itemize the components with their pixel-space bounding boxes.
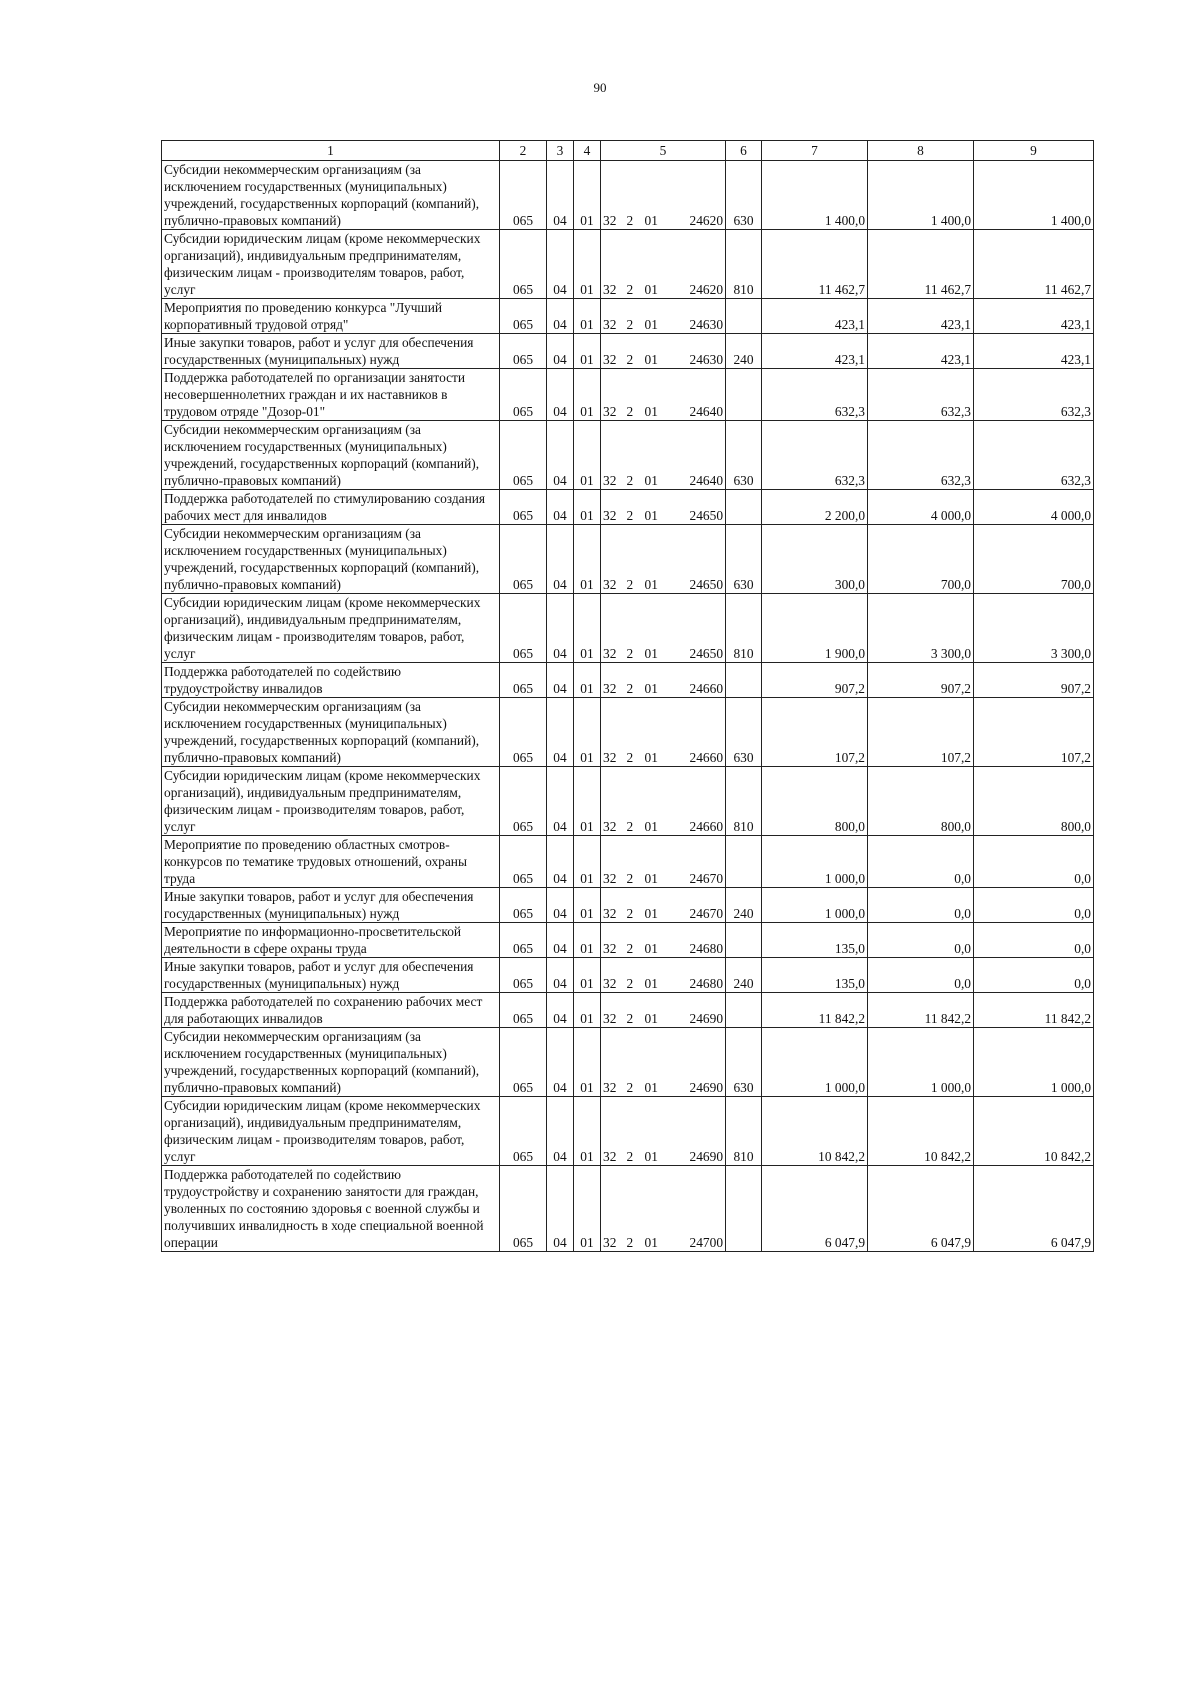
- amount-year1-cell: 135,0: [762, 958, 868, 993]
- subsection-code-cell: 01: [574, 767, 601, 836]
- table-row: [162, 594, 1094, 663]
- direction-code-cell: 24630: [669, 334, 726, 369]
- amount-year3-cell: 1 000,0: [974, 1028, 1094, 1097]
- amount-year3-cell: 800,0: [974, 767, 1094, 836]
- expense-type-cell: 240: [726, 958, 762, 993]
- admin-code-cell: 065: [500, 888, 547, 923]
- amount-year1-cell: 6 047,9: [762, 1166, 868, 1252]
- event-code-cell: 01: [643, 1166, 669, 1252]
- table-row: [162, 230, 1094, 299]
- expense-type-cell: [726, 299, 762, 334]
- admin-code-cell: 065: [500, 1097, 547, 1166]
- amount-year3-cell: 423,1: [974, 299, 1094, 334]
- direction-code-cell: 24690: [669, 1097, 726, 1166]
- direction-code-cell: 24680: [669, 923, 726, 958]
- subprogram-code-cell: 2: [625, 698, 643, 767]
- direction-code-cell: 24630: [669, 299, 726, 334]
- subprogram-code-cell: 2: [625, 1166, 643, 1252]
- admin-code-cell: 065: [500, 993, 547, 1028]
- program-code-cell: 32: [601, 490, 625, 525]
- amount-year1-cell: 1 400,0: [762, 161, 868, 230]
- expense-type-cell: 810: [726, 767, 762, 836]
- amount-year3-cell: 0,0: [974, 836, 1094, 888]
- header-col-5: 5: [601, 141, 726, 161]
- section-code-cell: 04: [547, 299, 574, 334]
- subprogram-code-cell: 2: [625, 299, 643, 334]
- section-code-cell: 04: [547, 161, 574, 230]
- row-name-cell: Мероприятия по проведению конкурса "Лучший корпоративный трудовой отряд": [162, 299, 500, 334]
- section-code-cell: 04: [547, 698, 574, 767]
- direction-code-cell: 24660: [669, 698, 726, 767]
- subsection-code-cell: 01: [574, 525, 601, 594]
- admin-code-cell: 065: [500, 334, 547, 369]
- amount-year1-cell: 1 000,0: [762, 1028, 868, 1097]
- program-code-cell: 32: [601, 698, 625, 767]
- direction-code-cell: 24620: [669, 161, 726, 230]
- table-row: [162, 1097, 1094, 1166]
- amount-year3-cell: 6 047,9: [974, 1166, 1094, 1252]
- amount-year3-cell: 11 842,2: [974, 993, 1094, 1028]
- program-code-cell: 32: [601, 993, 625, 1028]
- table-row: [162, 334, 1094, 369]
- subprogram-code-cell: 2: [625, 230, 643, 299]
- amount-year1-cell: 1 000,0: [762, 836, 868, 888]
- amount-year2-cell: 423,1: [868, 299, 974, 334]
- section-code-cell: 04: [547, 993, 574, 1028]
- amount-year1-cell: 800,0: [762, 767, 868, 836]
- program-code-cell: 32: [601, 923, 625, 958]
- section-code-cell: 04: [547, 663, 574, 698]
- row-name-cell: Субсидии некоммерческим организациям (за исключением государственных (муниципальных) учреждений, государственных корпораций (компаний), публично-правовых компаний): [162, 1028, 500, 1097]
- amount-year2-cell: 0,0: [868, 923, 974, 958]
- amount-year2-cell: 0,0: [868, 836, 974, 888]
- table-row: [162, 663, 1094, 698]
- header-col-9: 9: [974, 141, 1094, 161]
- subprogram-code-cell: 2: [625, 923, 643, 958]
- subprogram-code-cell: 2: [625, 490, 643, 525]
- expense-type-cell: [726, 663, 762, 698]
- amount-year3-cell: 3 300,0: [974, 594, 1094, 663]
- admin-code-cell: 065: [500, 594, 547, 663]
- amount-year3-cell: 0,0: [974, 923, 1094, 958]
- event-code-cell: 01: [643, 299, 669, 334]
- event-code-cell: 01: [643, 525, 669, 594]
- header-row: [162, 141, 1094, 161]
- event-code-cell: 01: [643, 334, 669, 369]
- section-code-cell: 04: [547, 923, 574, 958]
- amount-year2-cell: 800,0: [868, 767, 974, 836]
- program-code-cell: 32: [601, 1028, 625, 1097]
- subsection-code-cell: 01: [574, 888, 601, 923]
- row-name-cell: Поддержка работодателей по стимулированию создания рабочих мест для инвалидов: [162, 490, 500, 525]
- admin-code-cell: 065: [500, 767, 547, 836]
- event-code-cell: 01: [643, 369, 669, 421]
- amount-year2-cell: 11 842,2: [868, 993, 974, 1028]
- amount-year3-cell: 632,3: [974, 421, 1094, 490]
- admin-code-cell: 065: [500, 161, 547, 230]
- table-row: [162, 958, 1094, 993]
- event-code-cell: 01: [643, 230, 669, 299]
- program-code-cell: 32: [601, 421, 625, 490]
- amount-year3-cell: 11 462,7: [974, 230, 1094, 299]
- amount-year2-cell: 10 842,2: [868, 1097, 974, 1166]
- amount-year1-cell: 300,0: [762, 525, 868, 594]
- amount-year3-cell: 10 842,2: [974, 1097, 1094, 1166]
- budget-table: [161, 140, 1094, 1252]
- subsection-code-cell: 01: [574, 594, 601, 663]
- subsection-code-cell: 01: [574, 958, 601, 993]
- amount-year1-cell: 10 842,2: [762, 1097, 868, 1166]
- subsection-code-cell: 01: [574, 230, 601, 299]
- direction-code-cell: 24660: [669, 767, 726, 836]
- direction-code-cell: 24640: [669, 421, 726, 490]
- row-name-cell: Субсидии некоммерческим организациям (за исключением государственных (муниципальных) учреждений, государственных корпораций (компаний), публично-правовых компаний): [162, 525, 500, 594]
- subsection-code-cell: 01: [574, 993, 601, 1028]
- table-row: [162, 161, 1094, 230]
- admin-code-cell: 065: [500, 1028, 547, 1097]
- row-name-cell: Субсидии некоммерческим организациям (за исключением государственных (муниципальных) учреждений, государственных корпораций (компаний), публично-правовых компаний): [162, 421, 500, 490]
- direction-code-cell: 24640: [669, 369, 726, 421]
- expense-type-cell: 810: [726, 1097, 762, 1166]
- expense-type-cell: 810: [726, 594, 762, 663]
- event-code-cell: 01: [643, 888, 669, 923]
- subprogram-code-cell: 2: [625, 421, 643, 490]
- row-name-cell: Субсидии юридическим лицам (кроме некоммерческих организаций), индивидуальным предпринимателям, физическим лицам - производителям товаров, работ, услуг: [162, 767, 500, 836]
- event-code-cell: 01: [643, 1097, 669, 1166]
- amount-year1-cell: 423,1: [762, 334, 868, 369]
- expense-type-cell: 630: [726, 525, 762, 594]
- expense-type-cell: 630: [726, 161, 762, 230]
- amount-year2-cell: 423,1: [868, 334, 974, 369]
- admin-code-cell: 065: [500, 698, 547, 767]
- expense-type-cell: [726, 1166, 762, 1252]
- program-code-cell: 32: [601, 1097, 625, 1166]
- event-code-cell: 01: [643, 923, 669, 958]
- subsection-code-cell: 01: [574, 663, 601, 698]
- admin-code-cell: 065: [500, 421, 547, 490]
- direction-code-cell: 24650: [669, 490, 726, 525]
- expense-type-cell: [726, 923, 762, 958]
- subprogram-code-cell: 2: [625, 958, 643, 993]
- event-code-cell: 01: [643, 421, 669, 490]
- event-code-cell: 01: [643, 161, 669, 230]
- table-row: [162, 767, 1094, 836]
- expense-type-cell: 240: [726, 888, 762, 923]
- section-code-cell: 04: [547, 1166, 574, 1252]
- amount-year3-cell: 907,2: [974, 663, 1094, 698]
- subsection-code-cell: 01: [574, 836, 601, 888]
- subprogram-code-cell: 2: [625, 993, 643, 1028]
- subsection-code-cell: 01: [574, 299, 601, 334]
- section-code-cell: 04: [547, 369, 574, 421]
- event-code-cell: 01: [643, 490, 669, 525]
- subsection-code-cell: 01: [574, 334, 601, 369]
- table-row: [162, 888, 1094, 923]
- subprogram-code-cell: 2: [625, 369, 643, 421]
- table-row: [162, 490, 1094, 525]
- header-col-1: 1: [162, 141, 500, 161]
- subprogram-code-cell: 2: [625, 888, 643, 923]
- amount-year2-cell: 1 400,0: [868, 161, 974, 230]
- row-name-cell: Иные закупки товаров, работ и услуг для обеспечения государственных (муниципальных) нужд: [162, 888, 500, 923]
- admin-code-cell: 065: [500, 1166, 547, 1252]
- subprogram-code-cell: 2: [625, 663, 643, 698]
- event-code-cell: 01: [643, 836, 669, 888]
- admin-code-cell: 065: [500, 663, 547, 698]
- row-name-cell: Поддержка работодателей по организации занятости несовершеннолетних граждан и их наставников в трудовом отряде "Дозор-01": [162, 369, 500, 421]
- admin-code-cell: 065: [500, 490, 547, 525]
- program-code-cell: 32: [601, 836, 625, 888]
- amount-year3-cell: 107,2: [974, 698, 1094, 767]
- row-name-cell: Поддержка работодателей по содействию трудоустройству инвалидов: [162, 663, 500, 698]
- direction-code-cell: 24650: [669, 594, 726, 663]
- expense-type-cell: 630: [726, 421, 762, 490]
- amount-year3-cell: 1 400,0: [974, 161, 1094, 230]
- program-code-cell: 32: [601, 663, 625, 698]
- event-code-cell: 01: [643, 698, 669, 767]
- amount-year2-cell: 907,2: [868, 663, 974, 698]
- expense-type-cell: 630: [726, 698, 762, 767]
- amount-year1-cell: 11 842,2: [762, 993, 868, 1028]
- event-code-cell: 01: [643, 993, 669, 1028]
- table-row: [162, 421, 1094, 490]
- row-name-cell: Субсидии некоммерческим организациям (за исключением государственных (муниципальных) учреждений, государственных корпораций (компаний), публично-правовых компаний): [162, 698, 500, 767]
- amount-year2-cell: 3 300,0: [868, 594, 974, 663]
- subsection-code-cell: 01: [574, 421, 601, 490]
- direction-code-cell: 24670: [669, 836, 726, 888]
- table-row: [162, 525, 1094, 594]
- section-code-cell: 04: [547, 1097, 574, 1166]
- subsection-code-cell: 01: [574, 161, 601, 230]
- program-code-cell: 32: [601, 369, 625, 421]
- subsection-code-cell: 01: [574, 369, 601, 421]
- header-col-3: 3: [547, 141, 574, 161]
- row-name-cell: Субсидии некоммерческим организациям (за исключением государственных (муниципальных) учреждений, государственных корпораций (компаний), публично-правовых компаний): [162, 161, 500, 230]
- direction-code-cell: 24670: [669, 888, 726, 923]
- row-name-cell: Поддержка работодателей по содействию трудоустройству и сохранению занятости для граждан, уволенных по состоянию здоровья с военной службы и получивших инвалидность в ходе специальной военной операции: [162, 1166, 500, 1252]
- amount-year3-cell: 0,0: [974, 958, 1094, 993]
- amount-year2-cell: 632,3: [868, 369, 974, 421]
- row-name-cell: Мероприятие по информационно-просветительской деятельности в сфере охраны труда: [162, 923, 500, 958]
- admin-code-cell: 065: [500, 923, 547, 958]
- subprogram-code-cell: 2: [625, 1097, 643, 1166]
- amount-year1-cell: 632,3: [762, 421, 868, 490]
- section-code-cell: 04: [547, 490, 574, 525]
- amount-year2-cell: 4 000,0: [868, 490, 974, 525]
- amount-year2-cell: 0,0: [868, 958, 974, 993]
- table-row: [162, 836, 1094, 888]
- amount-year1-cell: 11 462,7: [762, 230, 868, 299]
- amount-year2-cell: 700,0: [868, 525, 974, 594]
- subsection-code-cell: 01: [574, 1028, 601, 1097]
- row-name-cell: Иные закупки товаров, работ и услуг для обеспечения государственных (муниципальных) нужд: [162, 958, 500, 993]
- program-code-cell: 32: [601, 334, 625, 369]
- subprogram-code-cell: 2: [625, 334, 643, 369]
- direction-code-cell: 24680: [669, 958, 726, 993]
- subprogram-code-cell: 2: [625, 594, 643, 663]
- table-row: [162, 1028, 1094, 1097]
- admin-code-cell: 065: [500, 299, 547, 334]
- event-code-cell: 01: [643, 958, 669, 993]
- amount-year1-cell: 135,0: [762, 923, 868, 958]
- direction-code-cell: 24690: [669, 1028, 726, 1097]
- amount-year2-cell: 0,0: [868, 888, 974, 923]
- header-col-2: 2: [500, 141, 547, 161]
- amount-year3-cell: 4 000,0: [974, 490, 1094, 525]
- section-code-cell: 04: [547, 230, 574, 299]
- subsection-code-cell: 01: [574, 698, 601, 767]
- table-row: [162, 1166, 1094, 1252]
- program-code-cell: 32: [601, 230, 625, 299]
- row-name-cell: Субсидии юридическим лицам (кроме некоммерческих организаций), индивидуальным предпринимателям, физическим лицам - производителям товаров, работ, услуг: [162, 594, 500, 663]
- subprogram-code-cell: 2: [625, 767, 643, 836]
- table-row: [162, 698, 1094, 767]
- header-col-8: 8: [868, 141, 974, 161]
- program-code-cell: 32: [601, 1166, 625, 1252]
- admin-code-cell: 065: [500, 958, 547, 993]
- table-row: [162, 369, 1094, 421]
- event-code-cell: 01: [643, 663, 669, 698]
- amount-year2-cell: 1 000,0: [868, 1028, 974, 1097]
- amount-year3-cell: 0,0: [974, 888, 1094, 923]
- header-col-4: 4: [574, 141, 601, 161]
- section-code-cell: 04: [547, 334, 574, 369]
- expense-type-cell: [726, 369, 762, 421]
- section-code-cell: 04: [547, 958, 574, 993]
- program-code-cell: 32: [601, 888, 625, 923]
- program-code-cell: 32: [601, 525, 625, 594]
- admin-code-cell: 065: [500, 525, 547, 594]
- subsection-code-cell: 01: [574, 1166, 601, 1252]
- row-name-cell: Поддержка работодателей по сохранению рабочих мест для работающих инвалидов: [162, 993, 500, 1028]
- section-code-cell: 04: [547, 767, 574, 836]
- amount-year1-cell: 2 200,0: [762, 490, 868, 525]
- subsection-code-cell: 01: [574, 923, 601, 958]
- amount-year1-cell: 1 000,0: [762, 888, 868, 923]
- amount-year2-cell: 632,3: [868, 421, 974, 490]
- amount-year2-cell: 11 462,7: [868, 230, 974, 299]
- amount-year1-cell: 1 900,0: [762, 594, 868, 663]
- direction-code-cell: 24660: [669, 663, 726, 698]
- amount-year1-cell: 632,3: [762, 369, 868, 421]
- row-name-cell: Субсидии юридическим лицам (кроме некоммерческих организаций), индивидуальным предпринимателям, физическим лицам - производителям товаров, работ, услуг: [162, 1097, 500, 1166]
- program-code-cell: 32: [601, 958, 625, 993]
- subprogram-code-cell: 2: [625, 161, 643, 230]
- table-row: [162, 299, 1094, 334]
- page-number: 90: [593, 80, 607, 95]
- amount-year3-cell: 632,3: [974, 369, 1094, 421]
- section-code-cell: 04: [547, 888, 574, 923]
- event-code-cell: 01: [643, 594, 669, 663]
- row-name-cell: Иные закупки товаров, работ и услуг для обеспечения государственных (муниципальных) нужд: [162, 334, 500, 369]
- row-name-cell: Мероприятие по проведению областных смотров-конкурсов по тематике трудовых отношений, охраны труда: [162, 836, 500, 888]
- admin-code-cell: 065: [500, 230, 547, 299]
- expense-type-cell: [726, 993, 762, 1028]
- row-name-cell: Субсидии юридическим лицам (кроме некоммерческих организаций), индивидуальным предпринимателям, физическим лицам - производителям товаров, работ, услуг: [162, 230, 500, 299]
- section-code-cell: 04: [547, 525, 574, 594]
- program-code-cell: 32: [601, 767, 625, 836]
- expense-type-cell: [726, 836, 762, 888]
- event-code-cell: 01: [643, 1028, 669, 1097]
- section-code-cell: 04: [547, 1028, 574, 1097]
- subsection-code-cell: 01: [574, 1097, 601, 1166]
- direction-code-cell: 24690: [669, 993, 726, 1028]
- table-row: [162, 993, 1094, 1028]
- direction-code-cell: 24700: [669, 1166, 726, 1252]
- amount-year1-cell: 907,2: [762, 663, 868, 698]
- amount-year2-cell: 107,2: [868, 698, 974, 767]
- table-body: [162, 161, 1094, 1252]
- subsection-code-cell: 01: [574, 490, 601, 525]
- admin-code-cell: 065: [500, 836, 547, 888]
- program-code-cell: 32: [601, 299, 625, 334]
- amount-year3-cell: 423,1: [974, 334, 1094, 369]
- section-code-cell: 04: [547, 594, 574, 663]
- amount-year3-cell: 700,0: [974, 525, 1094, 594]
- direction-code-cell: 24620: [669, 230, 726, 299]
- expense-type-cell: 240: [726, 334, 762, 369]
- expense-type-cell: [726, 490, 762, 525]
- section-code-cell: 04: [547, 836, 574, 888]
- amount-year1-cell: 423,1: [762, 299, 868, 334]
- amount-year1-cell: 107,2: [762, 698, 868, 767]
- table-row: [162, 923, 1094, 958]
- direction-code-cell: 24650: [669, 525, 726, 594]
- expense-type-cell: 630: [726, 1028, 762, 1097]
- expense-type-cell: 810: [726, 230, 762, 299]
- amount-year2-cell: 6 047,9: [868, 1166, 974, 1252]
- subprogram-code-cell: 2: [625, 1028, 643, 1097]
- subprogram-code-cell: 2: [625, 525, 643, 594]
- program-code-cell: 32: [601, 161, 625, 230]
- admin-code-cell: 065: [500, 369, 547, 421]
- header-col-6: 6: [726, 141, 762, 161]
- section-code-cell: 04: [547, 421, 574, 490]
- subprogram-code-cell: 2: [625, 836, 643, 888]
- header-col-7: 7: [762, 141, 868, 161]
- event-code-cell: 01: [643, 767, 669, 836]
- program-code-cell: 32: [601, 594, 625, 663]
